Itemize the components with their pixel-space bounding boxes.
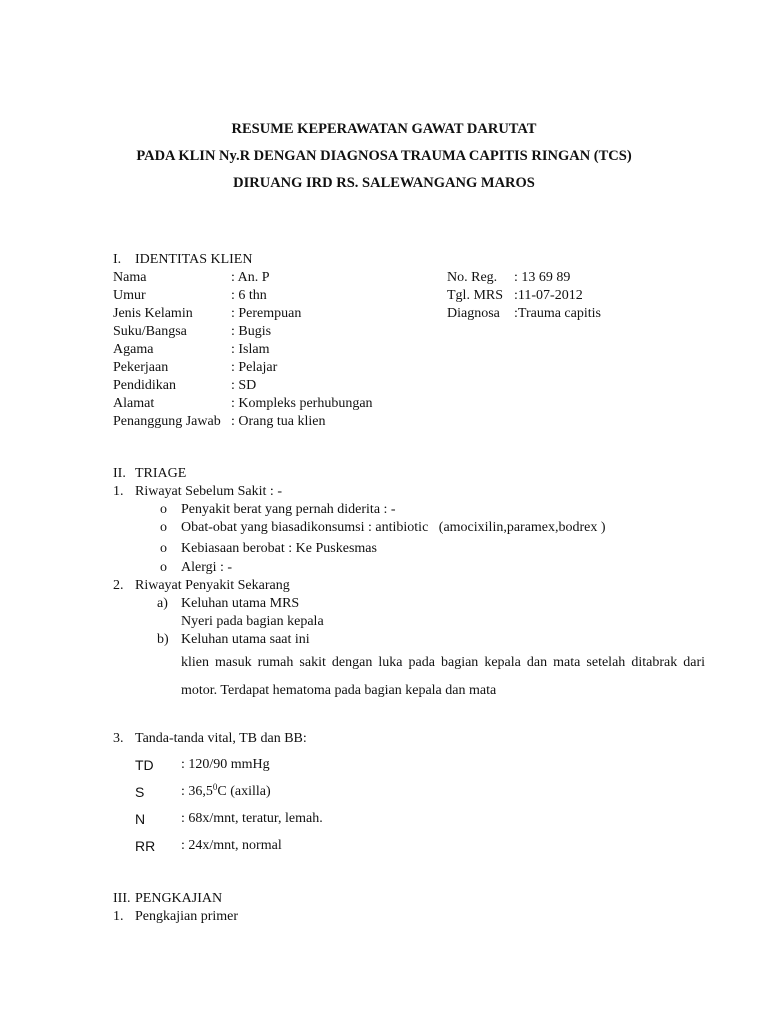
- field-value-jenis-kelamin: : Perempuan: [231, 306, 302, 321]
- triage-item-1-label: Riwayat Sebelum Sakit : -: [135, 484, 282, 499]
- field-label-alamat: Alamat: [113, 396, 155, 411]
- field-label-tgl-mrs: Tgl. MRS: [447, 288, 504, 303]
- section-2-number: II.: [113, 466, 126, 481]
- field-value-suku-bangsa: : Bugis: [231, 324, 272, 339]
- field-value-diagnosa: :Trauma capitis: [514, 306, 601, 321]
- vital-value-s-main: : 36,5: [181, 784, 213, 799]
- field-label-penanggung-jawab: Penanggung Jawab: [113, 414, 221, 429]
- document-title-line-2: PADA KLIN Ny.R DENGAN DIAGNOSA TRAUMA CAPITIS RINGAN (TCS): [136, 148, 632, 164]
- triage-item-2-label: Riwayat Penyakit Sekarang: [135, 578, 290, 593]
- triage-item-3-number: 3.: [113, 731, 124, 746]
- vital-value-n: : 68x/mnt, teratur, lemah.: [181, 811, 323, 826]
- field-label-jenis-kelamin: Jenis Kelamin: [113, 306, 193, 321]
- field-value-penanggung-jawab: : Orang tua klien: [231, 414, 326, 429]
- bullet-item: Penyakit berat yang pernah diderita : -: [181, 502, 396, 517]
- triage-item-2-number: 2.: [113, 578, 124, 593]
- bullet-item: Obat-obat yang biasadikonsumsi : antibiotic (amocixilin,paramex,bodrex ): [181, 520, 606, 535]
- field-label-no-reg: No. Reg.: [447, 270, 498, 285]
- vital-label-td: TD: [135, 757, 154, 773]
- triage-item-3-label: Tanda-tanda vital, TB dan BB:: [135, 731, 307, 746]
- field-label-agama: Agama: [113, 342, 154, 357]
- vital-value-rr: : 24x/mnt, normal: [181, 838, 282, 853]
- section-3-number: III.: [113, 891, 131, 906]
- field-label-pekerjaan: Pekerjaan: [113, 360, 169, 375]
- bullet-item: Kebiasaan berobat : Ke Puskesmas: [181, 541, 377, 556]
- pengkajian-item-1-label: Pengkajian primer: [135, 909, 239, 924]
- field-value-no-reg: : 13 69 89: [514, 270, 571, 285]
- field-label-nama: Nama: [113, 270, 147, 285]
- sub-item-b-label: Keluhan utama saat ini: [181, 632, 310, 647]
- section-1-number: I.: [113, 252, 122, 267]
- degree-superscript: 0: [212, 782, 218, 792]
- bullet-marker: o: [160, 541, 167, 556]
- bullet-marker: o: [160, 560, 167, 575]
- field-value-alamat: : Kompleks perhubungan: [231, 396, 373, 411]
- vital-label-rr: RR: [135, 838, 156, 854]
- pengkajian-item-1-number: 1.: [113, 909, 124, 924]
- field-label-diagnosa: Diagnosa: [447, 306, 500, 321]
- bullet-item: Alergi : -: [181, 560, 233, 575]
- field-label-suku-bangsa: Suku/Bangsa: [113, 324, 187, 339]
- field-label-umur: Umur: [113, 288, 146, 303]
- sub-item-b-marker: b): [157, 632, 169, 647]
- vital-value-s: [181, 783, 271, 801]
- triage-item-1-number: 1.: [113, 484, 124, 499]
- bullet-marker: o: [160, 520, 167, 535]
- field-label-pendidikan: Pendidikan: [113, 378, 176, 393]
- vital-value-td: : 120/90 mmHg: [181, 757, 270, 772]
- sub-item-b-text: klien masuk rumah sakit dengan luka pada bagian kepala dan mata setelah ditabrak dari motor. Terdapat hematoma pada bagian kepala dan mata: [181, 655, 705, 698]
- document-title-line-3: DIRUANG IRD RS. SALEWANGANG MAROS: [233, 175, 535, 191]
- bullet-marker: o: [160, 502, 167, 517]
- field-value-umur: : 6 thn: [231, 288, 267, 303]
- section-2-heading: TRIAGE: [135, 466, 187, 481]
- sub-item-a-text: Nyeri pada bagian kepala: [181, 614, 324, 629]
- vital-label-s: S: [135, 784, 145, 800]
- field-value-pekerjaan: : Pelajar: [231, 360, 278, 375]
- field-value-tgl-mrs: :11-07-2012: [514, 288, 583, 303]
- section-3-heading: PENGKAJIAN: [135, 891, 223, 906]
- section-1-heading: IDENTITAS KLIEN: [135, 252, 253, 267]
- field-value-nama: : An. P: [231, 270, 270, 285]
- field-value-pendidikan: : SD: [231, 378, 257, 393]
- vital-label-n: N: [135, 811, 146, 827]
- sub-item-a-marker: a): [157, 596, 168, 611]
- document-title-line-1: RESUME KEPERAWATAN GAWAT DARUTAT: [231, 121, 537, 137]
- field-value-agama: : Islam: [231, 342, 270, 357]
- sub-item-a-label: Keluhan utama MRS: [181, 596, 300, 611]
- vital-value-s-unit: C (axilla): [217, 784, 271, 799]
